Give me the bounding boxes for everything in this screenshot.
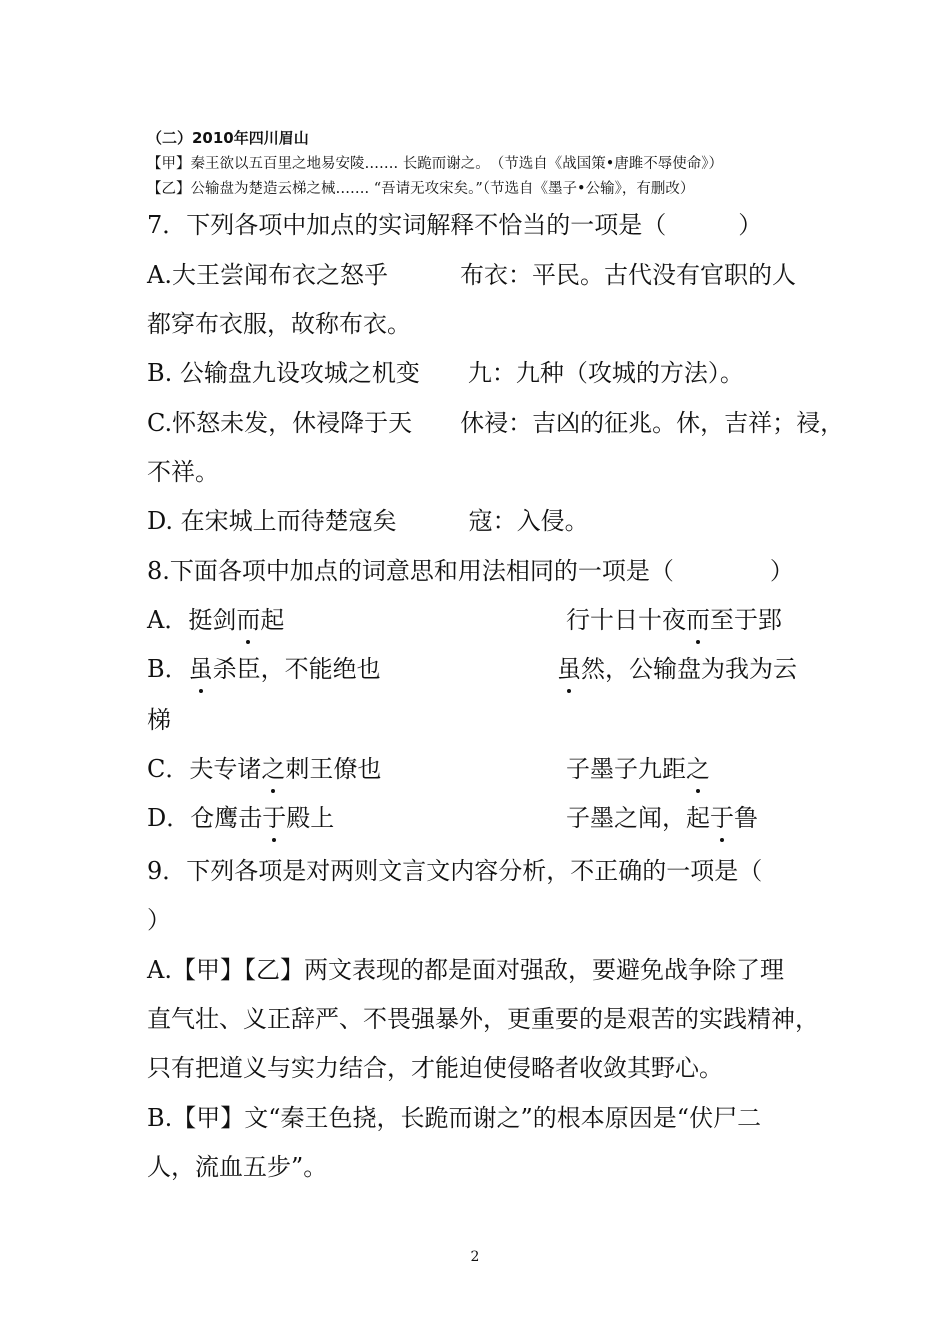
q9-stem-line1: 9．下列各项是对两则文言文内容分析，不正确的一项是（ [147, 857, 763, 885]
q7-option-b: B. 公输盘九设攻城之机变 九：九种（攻城的方法）。 [147, 359, 744, 387]
section-title: （二）2010年四川眉山 [147, 129, 309, 147]
q7-option-a-line1: A.大王尝闻布衣之怒乎 布衣：平民。古代没有官职的人 [147, 261, 796, 289]
q7-option-c-line1: C.怀怒未发，休祲降于天 休祲：吉凶的征兆。休，吉祥；祲， [147, 409, 845, 437]
q8-option-a-right: 行十日十夜而至于郢 [566, 606, 782, 634]
q8-option-b-wrap: 梯 [147, 706, 171, 734]
q8-option-d-left: D．仓鹰击于殿上 [147, 804, 335, 832]
q7-option-c-line2: 不祥。 [147, 458, 219, 486]
q8-option-c-right: 子墨子九距之 [566, 755, 710, 783]
emphasis-dot-char: 而 [686, 606, 710, 634]
q8-option-b-right: 虽然，公输盘为我为云 [557, 655, 797, 683]
source-jia: 【甲】秦王欲以五百里之地易安陵……. 长跪而谢之。 （节选自《战国策•唐雎不辱使命》） [147, 156, 724, 172]
q7-option-a-line2: 都穿布衣服，故称布衣。 [147, 310, 411, 338]
emphasis-dot-char: 而 [236, 606, 261, 634]
q8-option-d-right: 子墨之闻，起于鲁 [566, 804, 758, 832]
emphasis-dot-char: 于 [262, 804, 287, 832]
emphasis-dot-char: 于 [710, 804, 734, 832]
q8-option-b-left: B．虽杀臣，不能绝也 [147, 655, 381, 683]
q9-option-b-line2: 人，流血五步”。 [147, 1153, 328, 1181]
page-number: 2 [470, 1249, 480, 1265]
q9-option-a-line3: 只有把道义与实力结合，才能迫使侵略者收敛其野心。 [147, 1054, 723, 1082]
source-yi: 【乙】公输盘为楚造云梯之械……. “吾请无攻宋矣。”（节选自《墨子•公输》，有删改） [147, 181, 695, 197]
q9-stem-line2: ） [147, 906, 171, 934]
emphasis-dot-char: 虽 [188, 655, 213, 683]
q7-option-d: D. 在宋城上而待楚寇矣 寇：入侵。 [147, 507, 589, 535]
q9-option-b-line1: B.【甲】文“秦王色挠，长跪而谢之”的根本原因是“伏尸二 [147, 1104, 762, 1132]
emphasis-dot-char: 虽 [557, 655, 581, 683]
q9-option-a-line2: 直气壮、义正辞严、不畏强暴外，更重要的是艰苦的实践精神， [147, 1005, 819, 1033]
emphasis-dot-char: 之 [261, 755, 286, 783]
q8-option-c-left: C．夫专诸之刺王僚也 [147, 755, 382, 783]
emphasis-dot-char: 之 [686, 755, 710, 783]
q7-stem: 7．下列各项中加点的实词解释不恰当的一项是（ ） [147, 211, 763, 239]
q8-option-a-left: A．挺剑而起 [147, 606, 285, 634]
q8-stem: 8.下面各项中加点的词意思和用法相同的一项是（ ） [147, 557, 794, 585]
q9-option-a-line1: A.【甲】【乙】两文表现的都是面对强敌，要避免战争除了理 [147, 956, 784, 984]
